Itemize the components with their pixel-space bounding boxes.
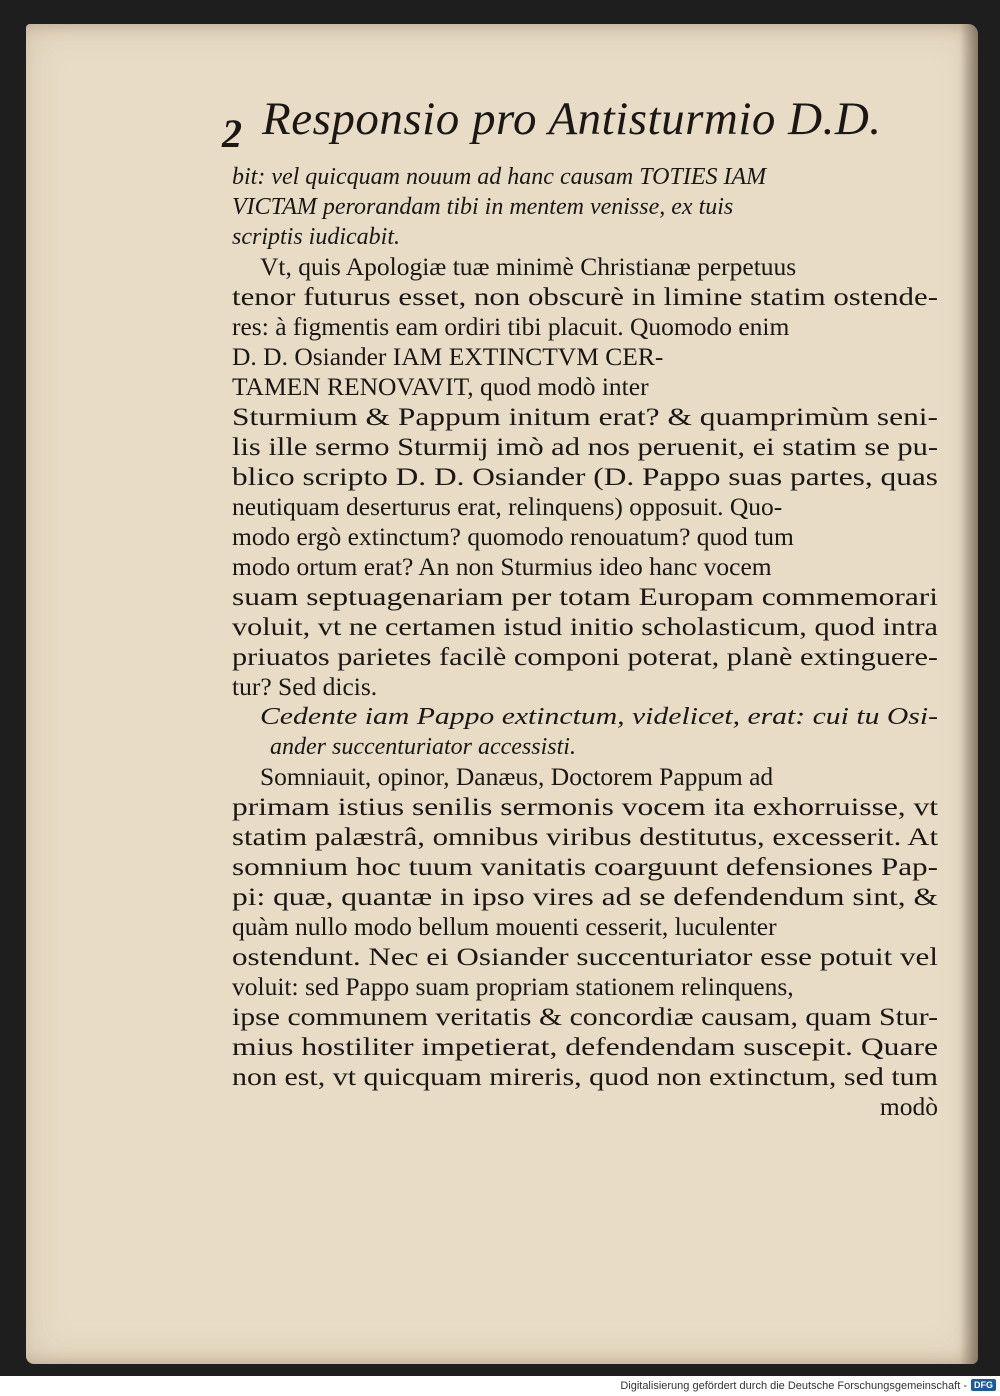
text-line: bit: vel quicquam nouum ad hanc causam TOTIES IAM [232,164,767,190]
running-title: Responsio pro Antisturmio D.D. [262,93,882,145]
text-line: lis ille sermo Sturmij imò ad nos peruenit, ei statim se pu- [232,432,938,461]
text-line: suam septuagenariam per totam Europam commemorari [232,582,938,611]
credit-text: Digitalisierung gefördert durch die Deutsche Forschungsgemeinschaft - [620,1380,967,1392]
text-line: priuatos parietes facilè componi poterat, planè extinguere- [232,642,938,671]
page-text [222,92,939,1122]
text-line: Sturmium & Pappum initum erat? & quamprimùm seni- [232,402,938,431]
text-line: blico scripto D. D. Osiander (D. Pappo suas partes, quas [232,462,938,491]
text-line: modo ergò extinctum? quomodo renouatum? quod tum [232,522,794,551]
text-line: voluit, vt ne certamen istud initio scholasticum, quod intra [232,612,938,641]
text-line: tur? Sed dicis. [232,672,378,701]
dfg-logo: DFG [971,1379,996,1391]
text-line: neutiquam deserturus erat, relinquens) opposuit. Quo- [232,492,783,521]
text-line: pi: quæ, quantæ in ipso vires ad se defendendum sint, & [232,882,938,911]
text-line: VICTAM perorandam tibi in mentem venisse, ex tuis [232,194,734,220]
text-line: scriptis iudicabit. [232,224,400,250]
text-line: quàm nullo modo bellum mouenti cesserit, luculenter [232,912,777,941]
text-line: modo ortum erat? An non Sturmius ideo hanc vocem [232,552,772,581]
text-line: ipse communem veritatis & concordiæ causam, quam Stur- [232,1002,938,1031]
text-line: somnium hoc tuum vanitatis coarguunt defensiones Pap- [232,852,938,881]
text-line: Vt, quis Apologiæ tuæ minimè Christianæ perpetuus [260,252,797,281]
text-line: TAMEN RENOVAVIT, quod modò inter [232,372,649,401]
text-line: ostendunt. Nec ei Osiander succenturiator esse potuit vel [232,942,938,971]
text-lines [232,162,938,1092]
text-line: mius hostiliter impetierat, defendendam suscepit. Quare [232,1032,938,1061]
catchword: modò [879,1092,938,1121]
text-line: ander succenturiator accessisti. [270,734,576,760]
text-line: primam istius senilis sermonis vocem ita exhorruisse, vt [232,792,938,821]
digitization-credit [0,1376,1000,1396]
page-header [222,92,938,162]
text-line: D. D. Osiander IAM EXTINCTVM CER- [232,342,664,371]
text-line: non est, vt quicquam mireris, quod non extinctum, sed tum [232,1062,938,1091]
text-line: res: à figmentis eam ordiri tibi placuit. Quomodo enim [232,312,790,341]
text-line: Somniauit, opinor, Danæus, Doctorem Pappum ad [260,762,774,791]
text-line: Cedente iam Pappo extinctum, videlicet, erat: cui tu Osi- [260,704,938,730]
text-line: tenor futurus esset, non obscurè in limine statim ostende- [232,282,939,311]
text-line: statim palæstrâ, omnibus viribus destitutus, excesserit. At [232,822,938,851]
page-number: 2 [222,111,242,156]
text-line: voluit: sed Pappo suam propriam stationem relinquens, [232,972,794,1001]
